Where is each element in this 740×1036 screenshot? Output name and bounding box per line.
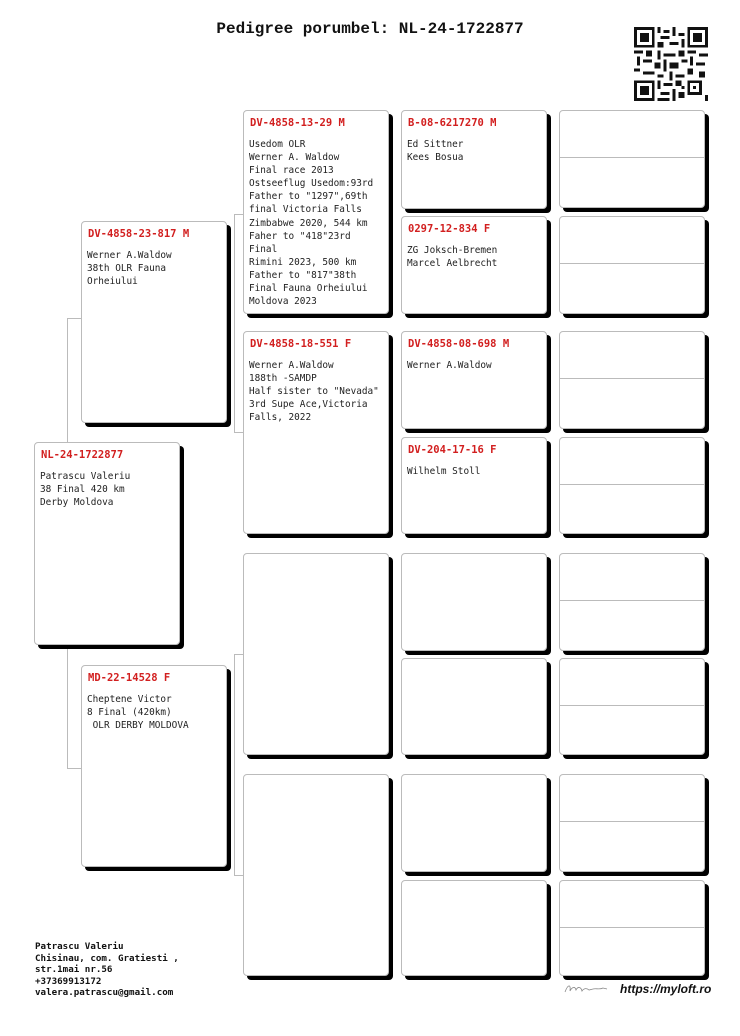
divider [560,263,704,264]
ring-number: DV-4858-18-551 F [250,338,352,350]
pigeon-card-gen5[interactable] [559,553,705,651]
pigeon-info: Ed Sittner Kees Bosua [407,139,464,164]
pigeon-info: Patrascu Valeriu 38 Final 420 km Derby Moldova [40,471,131,509]
pigeon-card-sire[interactable] [81,221,227,423]
pigeon-card-gen5[interactable] [559,658,705,755]
divider [560,378,704,379]
divider [560,600,704,601]
pigeon-card-gen5[interactable] [559,110,705,208]
pigeon-card-dam[interactable] [81,665,227,867]
ring-number: DV-4858-13-29 M [250,117,345,129]
pigeon-card-gen5[interactable] [559,216,705,314]
pigeon-card-subject[interactable] [34,442,180,645]
pigeon-card-empty[interactable] [401,774,547,872]
pigeon-card-empty[interactable] [401,880,547,976]
pigeon-card-sd-sire[interactable] [401,331,547,429]
pigeon-card-empty[interactable] [401,553,547,651]
ring-number: DV-204-17-16 F [408,444,497,456]
divider [560,157,704,158]
ring-number: NL-24-1722877 [41,449,124,461]
pigeon-card-sire-dam[interactable] [243,331,389,534]
pigeon-card-empty[interactable] [401,658,547,755]
pigeon-card-ss-dam[interactable] [401,216,547,314]
pigeon-card-dam-sire[interactable] [243,553,389,755]
pigeon-info: Wilhelm Stoll [407,466,481,477]
pigeon-info: Werner A.Waldow 38th OLR Fauna Orheiului [87,250,172,288]
pigeon-info: Werner A.Waldow 188th -SAMDP Half sister to "Nevada" 3rd Supe Ace,Victoria Falls, 2022 [249,360,379,424]
ring-number: MD-22-14528 F [88,672,171,684]
divider [560,821,704,822]
website-link[interactable]: https://myloft.ro [620,982,712,996]
pigeon-card-ss-sire[interactable] [401,110,547,209]
pigeon-card-gen5[interactable] [559,774,705,872]
owner-address: Patrascu Valeriu Chisinau, com. Gratiesti , str.1mai nr.56 +37369913172 valera.patrascu@gmail.com [35,941,179,998]
pigeon-card-gen5[interactable] [559,331,705,429]
ring-number: B-08-6217270 M [408,117,497,129]
pigeon-info: Werner A.Waldow [407,360,492,371]
pigeon-card-dam-dam[interactable] [243,774,389,976]
qr-code-icon [634,27,708,101]
divider [560,927,704,928]
divider [560,705,704,706]
ring-number: DV-4858-23-817 M [88,228,190,240]
signature-icon [563,980,609,996]
ring-number: 0297-12-834 F [408,223,491,235]
pigeon-card-gen5[interactable] [559,437,705,534]
pigeon-info: ZG Joksch-Bremen Marcel Aelbrecht [407,245,498,270]
pigeon-info: Usedom OLR Werner A. Waldow Final race 2013 Ostseeflug Usedom:93rd Father to "1297",69th final Victoria Falls Zimbabwe 2020, 544 km Faher to "418"23rd Final Rimini 2023, 500 km Father to "817"38th Final Fauna Orheiului Moldova 2023 [249,139,374,308]
ring-number: DV-4858-08-698 M [408,338,510,350]
pigeon-info: Cheptene Victor 8 Final (420km) OLR DERBY MOLDOVA [87,694,189,732]
divider [560,484,704,485]
connector-line [234,214,235,433]
pigeon-card-sire-sire[interactable] [243,110,389,314]
connector-line [234,654,235,876]
page-title: Pedigree porumbel: NL-24-1722877 [216,20,524,38]
pigeon-card-sd-dam[interactable] [401,437,547,534]
pigeon-card-gen5[interactable] [559,880,705,976]
